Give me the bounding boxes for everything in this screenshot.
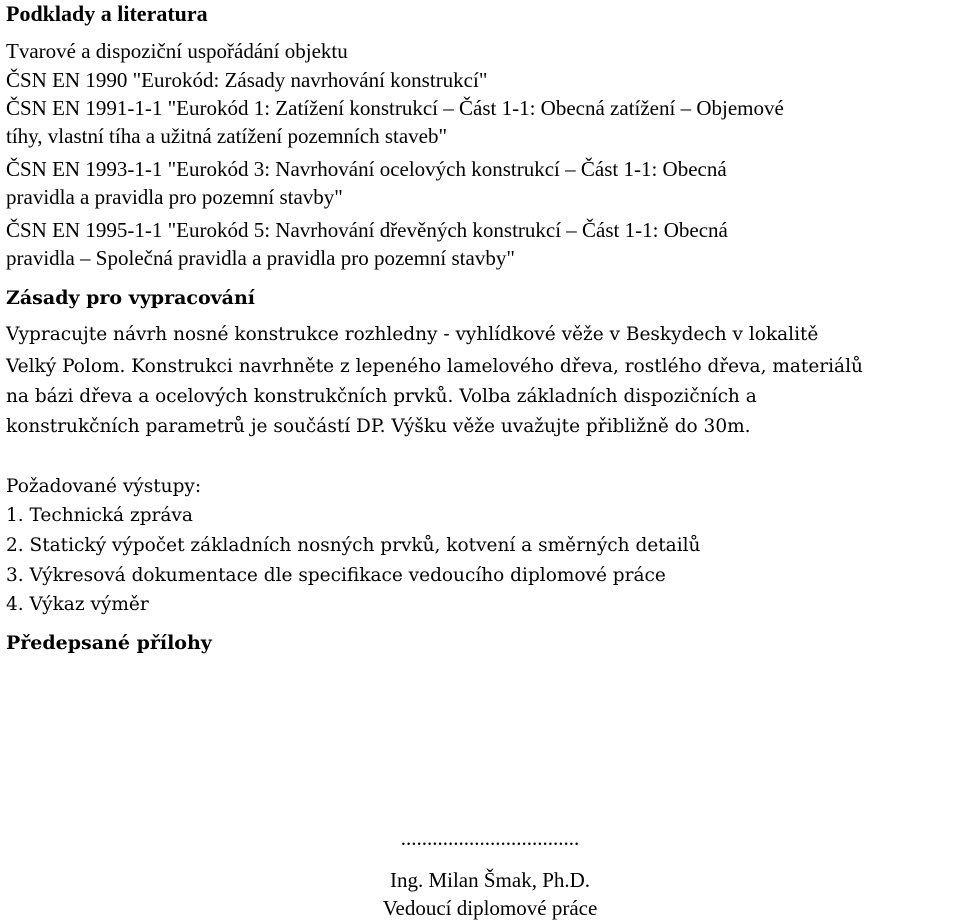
output-item: 3. Výkresová dokumentace dle specifikace vedoucího diplomové práce bbox=[6, 565, 666, 586]
literature-heading: Podklady a literatura bbox=[6, 1, 208, 26]
output-item: 4. Výkaz výměr bbox=[6, 594, 149, 615]
signature-name: Ing. Milan Šmak, Ph.D. bbox=[389, 868, 591, 892]
signature-dots: .................................. bbox=[400, 826, 580, 850]
literature-line: pravidla a pravidla pro pozemní stavby" bbox=[6, 185, 343, 209]
principles-line: Velký Polom. Konstrukci navrhněte z lepeného lamelového dřeva, rostlého dřeva, materiálů bbox=[6, 356, 863, 377]
signature-role: Vedoucí diplomové práce bbox=[382, 896, 598, 920]
literature-line: ČSN EN 1993-1-1 "Eurokód 3: Navrhování ocelových konstrukcí – Část 1-1: Obecná bbox=[6, 157, 727, 181]
literature-line: pravidla – Společná pravidla a pravidla pro pozemní stavby" bbox=[6, 246, 515, 270]
principles-heading: Zásady pro vypracování bbox=[6, 287, 256, 309]
outputs-label: Požadované výstupy: bbox=[6, 476, 202, 497]
principles-line: na bázi dřeva a ocelových konstrukčních prvků. Volba základních dispozičních a bbox=[6, 386, 757, 407]
output-item: 1. Technická zpráva bbox=[6, 505, 193, 526]
literature-line: tíhy, vlastní tíha a užitná zatížení pozemních staveb" bbox=[6, 124, 448, 148]
literature-line: ČSN EN 1991-1-1 "Eurokód 1: Zatížení konstrukcí – Část 1-1: Obecná zatížení – Objemové bbox=[6, 96, 784, 120]
literature-line: Tvarové a dispoziční uspořádání objektu bbox=[6, 39, 348, 63]
literature-line: ČSN EN 1990 "Eurokód: Zásady navrhování konstrukcí" bbox=[6, 68, 488, 92]
attachments-heading: Předepsané přílohy bbox=[6, 632, 212, 654]
principles-line: Vypracujte návrh nosné konstrukce rozhledny - vyhlídkové věže v Beskydech v lokalitě bbox=[6, 324, 819, 345]
principles-line: konstrukčních parametrů je součástí DP. Výšku věže uvažujte přibližně do 30m. bbox=[6, 416, 751, 437]
literature-line: ČSN EN 1995-1-1 "Eurokód 5: Navrhování dřevěných konstrukcí – Část 1-1: Obecná bbox=[6, 218, 728, 242]
output-item: 2. Statický výpočet základních nosných prvků, kotvení a směrných detailů bbox=[6, 535, 701, 556]
